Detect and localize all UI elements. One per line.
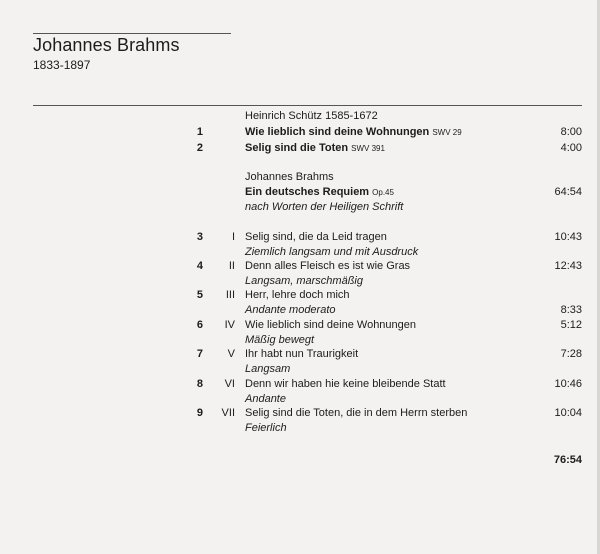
- track-title-2: [245, 142, 385, 154]
- track-title-1-text: Wie lieblich sind deine Wohnungen: [245, 126, 430, 138]
- track-number-6: 6: [196, 319, 203, 331]
- movement-roman-6: IV: [224, 319, 235, 331]
- movement-tempo-7: Langsam: [245, 363, 291, 375]
- movement-title-5: Herr, lehre doch mich: [245, 289, 350, 301]
- track-number-2: 2: [196, 142, 203, 154]
- tracklist-rule: [33, 105, 582, 106]
- track-number-1: 1: [196, 126, 203, 138]
- track-duration-2: 4:00: [560, 142, 582, 154]
- movement-tempo-3: Ziemlich langsam und mit Ausdruck: [245, 246, 419, 258]
- movement-roman-8: VI: [224, 378, 235, 390]
- movement-title-3: Selig sind, die da Leid tragen: [245, 231, 387, 243]
- movement-title-8: Denn wir haben hie keine bleibende Statt: [245, 378, 446, 390]
- movement-tempo-5: Andante moderato: [245, 304, 336, 316]
- track-number-4: 4: [196, 260, 203, 272]
- requiem-composer: Johannes Brahms: [245, 171, 334, 183]
- track-duration-9: 10:04: [554, 407, 582, 419]
- movement-title-9: Selig sind die Toten, die in dem Herrn sterben: [245, 407, 468, 419]
- track-duration-6: 5:12: [560, 319, 582, 331]
- requiem-duration: 64:54: [554, 186, 582, 198]
- track-number-7: 7: [196, 348, 203, 360]
- requiem-opus: Op.45: [372, 188, 394, 197]
- movement-title-7: Ihr habt nun Traurigkeit: [245, 348, 359, 360]
- composer-name: Johannes Brahms: [33, 35, 180, 55]
- movement-roman-3: I: [231, 231, 235, 243]
- track-duration-7: 7:28: [560, 348, 582, 360]
- movement-roman-4: II: [228, 260, 235, 272]
- requiem-subtitle: nach Worten der Heiligen Schrift: [245, 201, 404, 213]
- track-title-1: [245, 126, 462, 138]
- track-catalog-1: SWV 29: [432, 128, 462, 137]
- composer-dates: 1833-1897: [33, 58, 91, 72]
- track-number-3: 3: [196, 231, 203, 243]
- track-duration-1: 8:00: [560, 126, 582, 138]
- track-duration-3: 10:43: [554, 231, 582, 243]
- header-rule: [33, 33, 231, 34]
- schutz-composer: Heinrich Schütz 1585-1672: [245, 110, 378, 122]
- movement-title-4: Denn alles Fleisch es ist wie Gras: [245, 260, 411, 272]
- track-number-9: 9: [196, 407, 203, 419]
- movement-tempo-8: Andante: [245, 393, 286, 405]
- track-duration-8: 10:46: [554, 378, 582, 390]
- total-duration: 76:54: [553, 454, 582, 466]
- movement-tempo-6: Mäßig bewegt: [245, 334, 315, 346]
- movement-roman-9: VII: [221, 407, 235, 419]
- movement-roman-7: V: [227, 348, 235, 360]
- movement-tempo-9: Feierlich: [245, 422, 287, 434]
- requiem-title-text: Ein deutsches Requiem: [245, 186, 370, 198]
- track-duration-5: 8:33: [560, 304, 582, 316]
- movement-tempo-4: Langsam, marschmäßig: [245, 275, 363, 287]
- track-catalog-2: SWV 391: [351, 144, 385, 153]
- requiem-title: [245, 186, 394, 198]
- track-title-2-text: Selig sind die Toten: [245, 142, 349, 154]
- track-duration-4: 12:43: [554, 260, 582, 272]
- track-number-5: 5: [196, 289, 203, 301]
- movement-title-6: Wie lieblich sind deine Wohnungen: [245, 319, 417, 331]
- movement-roman-5: III: [225, 289, 235, 301]
- track-number-8: 8: [196, 378, 203, 390]
